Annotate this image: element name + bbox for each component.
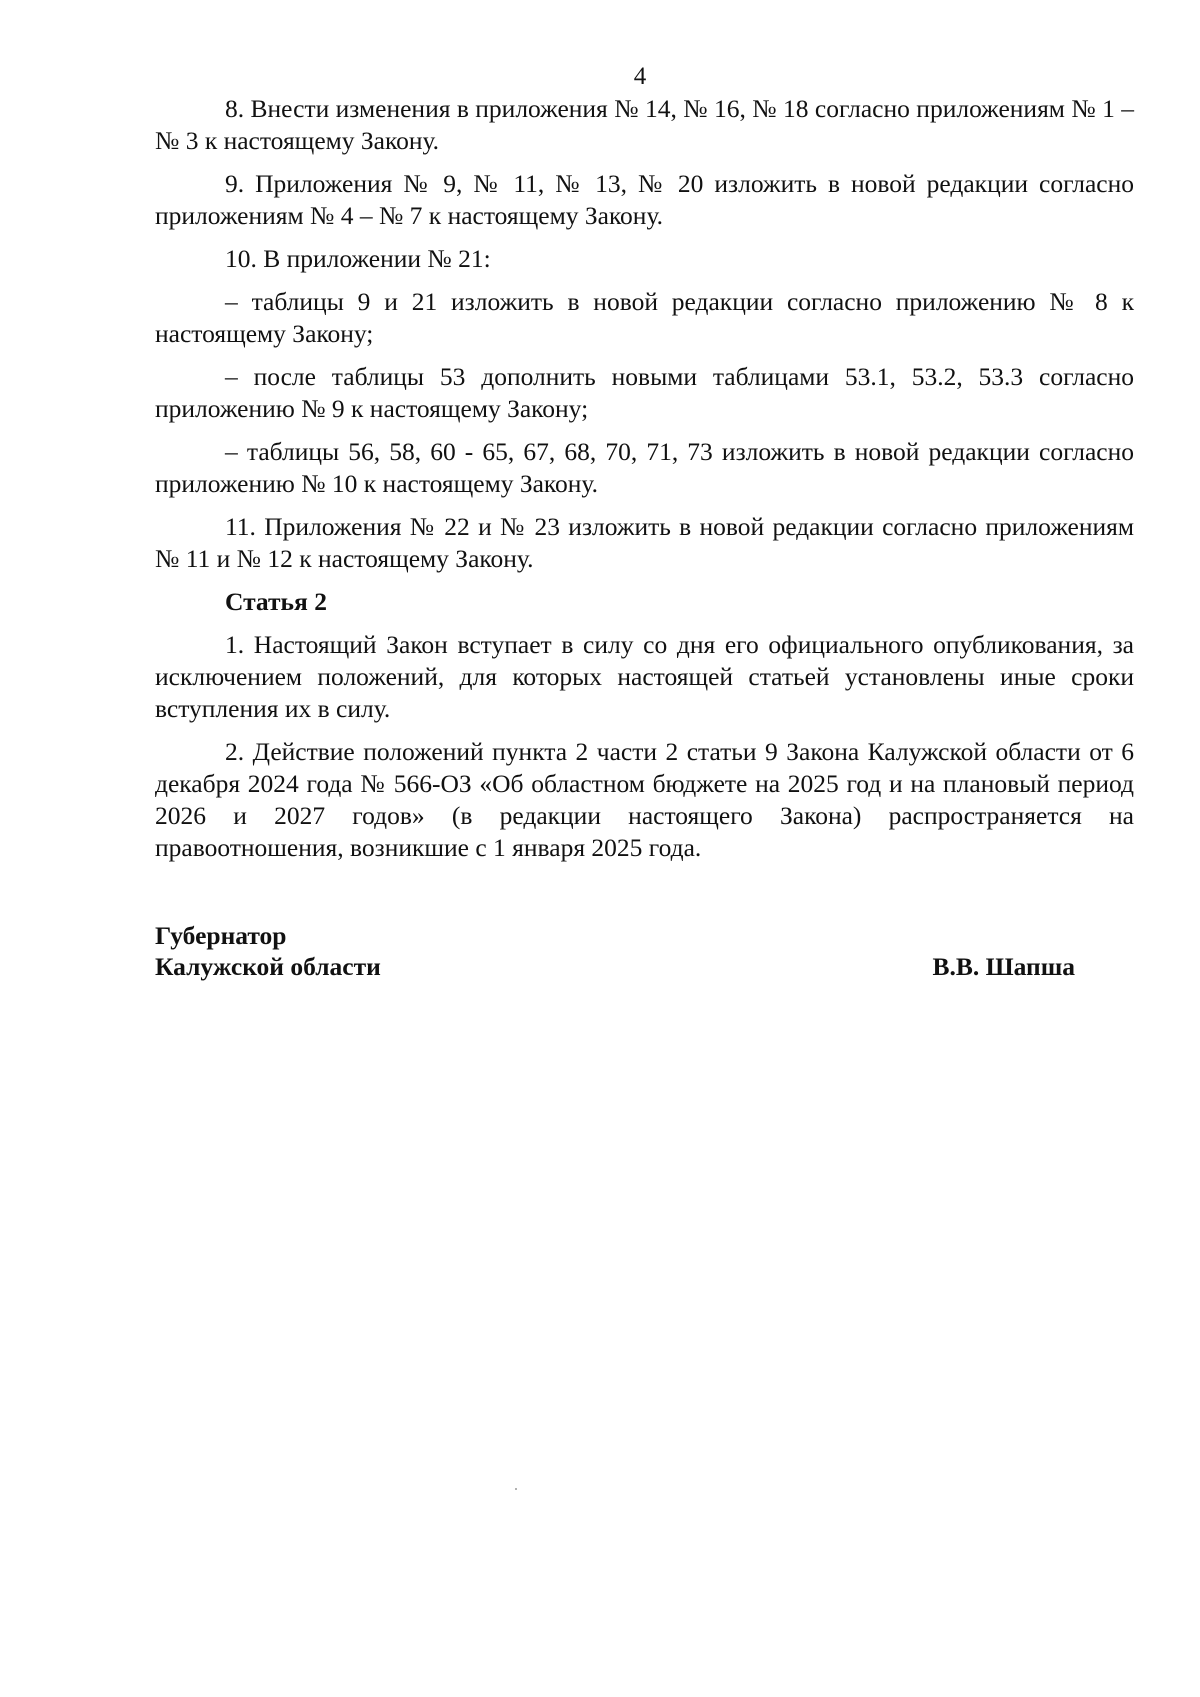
paragraph-item-9: 9. Приложения № 9, № 11, № 13, № 20 изложить в новой редакции согласно приложениям № 4 – № 7 к настоящему Закону. [155, 169, 1134, 230]
page-number: 4 [633, 63, 647, 90]
paragraph-subitem-tables-56-73: – таблицы 56, 58, 60 - 65, 67, 68, 70, 71, 73 изложить в новой редакции согласно приложению № 10 к настоящему Закону. [155, 437, 1134, 498]
scan-speck [515, 1488, 517, 1490]
paragraph-item-10: 10. В приложении № 21: [225, 244, 491, 273]
signatory-name: В.В. Шапша [932, 952, 1075, 981]
paragraph-subitem-tables-9-21: – таблицы 9 и 21 изложить в новой редакции согласно приложению № 8 к настоящему Закону; [155, 287, 1134, 348]
signatory-title-line-2: Калужской области [155, 952, 381, 981]
article-paragraph-2: 2. Действие положений пункта 2 части 2 статьи 9 Закона Калужской области от 6 декабря 2024 года № 566-ОЗ «Об областном бюджете на 2025 год и на плановый период 2026 и 2027 годов» (в редакции настоящего Закона) распространяется на правоотношения, возникшие с 1 января 2025 года. [155, 737, 1134, 862]
signatory-title-line-1: Губернатор [155, 921, 287, 950]
signature-block [155, 920, 1075, 982]
article-heading: Статья 2 [225, 587, 327, 616]
article-paragraph-1: 1. Настоящий Закон вступает в силу со дня его официального опубликования, за исключением положений, для которых настоящей статьей установлены иные сроки вступления их в силу. [155, 630, 1134, 723]
law-text [155, 93, 1134, 875]
paragraph-item-11: 11. Приложения № 22 и № 23 изложить в новой редакции согласно приложениям № 11 и № 12 к настоящему Закону. [155, 512, 1134, 573]
paragraph-subitem-after-table-53: – после таблицы 53 дополнить новыми таблицами 53.1, 53.2, 53.3 согласно приложению № 9 к настоящему Закону; [155, 362, 1134, 423]
paragraph-item-8: 8. Внести изменения в приложения № 14, № 16, № 18 согласно приложениям № 1 – № 3 к настоящему Закону. [155, 94, 1134, 155]
